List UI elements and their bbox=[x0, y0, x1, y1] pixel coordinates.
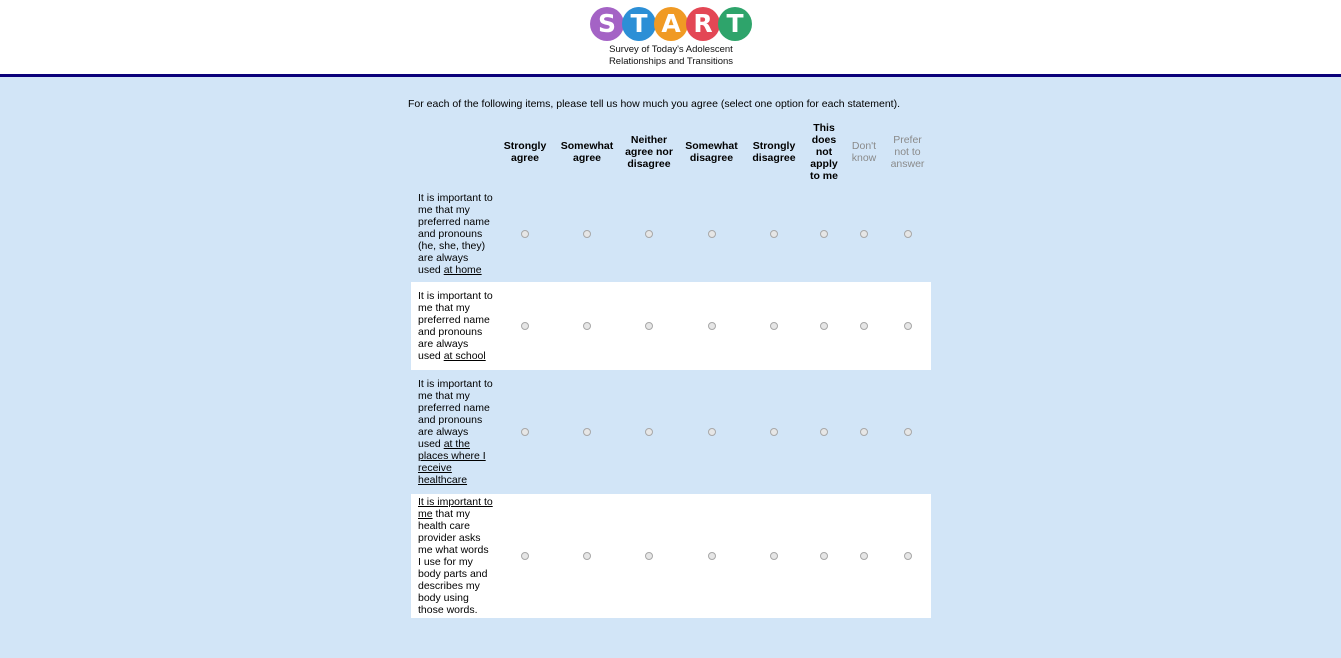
logo-letter-1: S bbox=[590, 7, 624, 41]
radio-option-1[interactable] bbox=[521, 428, 529, 436]
radio-cell bbox=[679, 186, 744, 282]
column-header-3: Neither agree nor disagree bbox=[625, 134, 673, 170]
radio-option-7[interactable] bbox=[860, 230, 868, 238]
site-header bbox=[0, 0, 1341, 77]
radio-option-6[interactable] bbox=[820, 230, 828, 238]
radio-cell bbox=[804, 186, 844, 282]
matrix-header-row bbox=[411, 120, 931, 186]
logo-subtitle bbox=[590, 44, 752, 67]
radio-cell bbox=[679, 494, 744, 618]
statement-row bbox=[411, 186, 931, 282]
radio-cell bbox=[744, 370, 804, 494]
column-header-5: Strongly disagree bbox=[752, 140, 796, 164]
matrix-body bbox=[411, 186, 931, 618]
radio-cell bbox=[555, 282, 619, 370]
radio-cell bbox=[555, 370, 619, 494]
statement-emphasis: at the places where I receive healthcare bbox=[418, 438, 486, 486]
radio-cell bbox=[844, 370, 884, 494]
radio-option-4[interactable] bbox=[708, 322, 716, 330]
statement-text-before: It is important to me that my preferred name and pronouns are always used bbox=[418, 378, 493, 450]
radio-option-1[interactable] bbox=[521, 230, 529, 238]
agreement-matrix bbox=[411, 120, 931, 618]
radio-cell bbox=[744, 494, 804, 618]
radio-option-4[interactable] bbox=[708, 428, 716, 436]
statement-text-before: It is important to me that my preferred name and pronouns (he, she, they) are always used bbox=[418, 192, 493, 276]
radio-option-7[interactable] bbox=[860, 322, 868, 330]
radio-cell bbox=[744, 282, 804, 370]
radio-option-4[interactable] bbox=[708, 552, 716, 560]
radio-cell bbox=[555, 186, 619, 282]
radio-option-8[interactable] bbox=[904, 428, 912, 436]
radio-option-5[interactable] bbox=[770, 428, 778, 436]
radio-cell bbox=[495, 494, 555, 618]
radio-option-3[interactable] bbox=[645, 428, 653, 436]
radio-cell bbox=[495, 282, 555, 370]
radio-option-2[interactable] bbox=[583, 552, 591, 560]
radio-option-5[interactable] bbox=[770, 230, 778, 238]
radio-cell bbox=[679, 370, 744, 494]
survey-question bbox=[408, 96, 938, 618]
logo-subtitle-line2: Relationships and Transitions bbox=[608, 55, 734, 67]
radio-cell bbox=[804, 370, 844, 494]
radio-option-6[interactable] bbox=[820, 322, 828, 330]
radio-cell bbox=[619, 494, 679, 618]
radio-option-3[interactable] bbox=[645, 230, 653, 238]
radio-option-5[interactable] bbox=[770, 322, 778, 330]
column-header-6: This does not apply to me bbox=[809, 122, 838, 182]
radio-option-2[interactable] bbox=[583, 322, 591, 330]
radio-cell bbox=[619, 370, 679, 494]
radio-option-2[interactable] bbox=[583, 230, 591, 238]
radio-cell bbox=[619, 282, 679, 370]
radio-option-3[interactable] bbox=[645, 322, 653, 330]
logo-letter-2: T bbox=[622, 7, 656, 41]
statement-row bbox=[411, 370, 931, 494]
radio-option-6[interactable] bbox=[820, 552, 828, 560]
statement-emphasis: It is important to me bbox=[418, 496, 493, 520]
radio-cell bbox=[744, 186, 804, 282]
radio-option-2[interactable] bbox=[583, 428, 591, 436]
radio-cell bbox=[619, 186, 679, 282]
logo-subtitle-line1: Survey of Today's Adolescent bbox=[609, 44, 733, 55]
radio-option-1[interactable] bbox=[521, 552, 529, 560]
radio-cell bbox=[884, 186, 931, 282]
question-instructions: For each of the following items, please tell us how much you agree (select one option for each statement). bbox=[408, 98, 901, 110]
logo-letter-3: A bbox=[654, 7, 688, 41]
statement-text bbox=[411, 282, 495, 370]
radio-cell bbox=[844, 282, 884, 370]
column-header-1: Strongly agree bbox=[503, 140, 547, 164]
statement-row bbox=[411, 494, 931, 618]
radio-option-5[interactable] bbox=[770, 552, 778, 560]
radio-option-8[interactable] bbox=[904, 552, 912, 560]
radio-cell bbox=[844, 494, 884, 618]
statement-text bbox=[411, 186, 495, 282]
matrix-header-blank bbox=[411, 120, 495, 186]
statement-text bbox=[411, 494, 495, 618]
radio-option-8[interactable] bbox=[904, 230, 912, 238]
statement-emphasis: at school bbox=[443, 350, 486, 362]
statement-row bbox=[411, 282, 931, 370]
statement-text-before: It is important to me that my preferred name and pronouns are always used bbox=[418, 290, 493, 362]
radio-cell bbox=[884, 494, 931, 618]
radio-option-7[interactable] bbox=[860, 428, 868, 436]
radio-option-7[interactable] bbox=[860, 552, 868, 560]
radio-cell bbox=[555, 494, 619, 618]
radio-cell bbox=[495, 370, 555, 494]
radio-cell bbox=[884, 282, 931, 370]
radio-cell bbox=[495, 186, 555, 282]
column-header-8: Prefer not to answer bbox=[890, 134, 925, 170]
column-header-2: Somewhat agree bbox=[560, 140, 614, 164]
logo-letter-4: R bbox=[686, 7, 720, 41]
logo-letters bbox=[590, 7, 752, 41]
logo-letter-5: T bbox=[718, 7, 752, 41]
radio-option-8[interactable] bbox=[904, 322, 912, 330]
statement-text-after: that my health care provider asks me what words I use for my body parts and describes my body using those words. bbox=[418, 508, 489, 616]
radio-cell bbox=[679, 282, 744, 370]
radio-option-3[interactable] bbox=[645, 552, 653, 560]
radio-cell bbox=[884, 370, 931, 494]
radio-option-1[interactable] bbox=[521, 322, 529, 330]
radio-cell bbox=[804, 282, 844, 370]
start-logo bbox=[590, 7, 752, 69]
radio-cell bbox=[804, 494, 844, 618]
column-header-4: Somewhat disagree bbox=[685, 140, 738, 164]
radio-option-6[interactable] bbox=[820, 428, 828, 436]
statement-emphasis: at home bbox=[443, 264, 482, 276]
radio-cell bbox=[844, 186, 884, 282]
radio-option-4[interactable] bbox=[708, 230, 716, 238]
statement-text bbox=[411, 370, 495, 494]
column-header-7: Don't know bbox=[851, 140, 877, 164]
